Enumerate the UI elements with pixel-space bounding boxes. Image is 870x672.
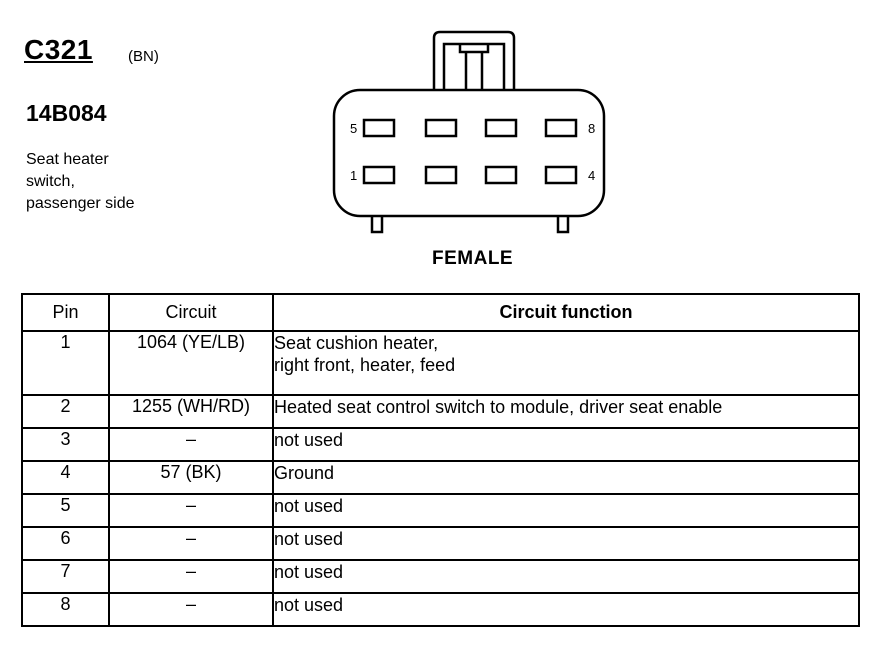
table-row xyxy=(22,494,859,527)
description-line: Seat heater xyxy=(26,151,109,168)
description-line: passenger side xyxy=(26,195,135,212)
housing-feet xyxy=(372,216,568,232)
table-row xyxy=(22,527,859,560)
locking-tab xyxy=(434,32,514,90)
connector-gender: FEMALE xyxy=(432,248,514,269)
function-cell: not used xyxy=(273,560,859,593)
table-header-row xyxy=(22,294,859,331)
pinout-table xyxy=(21,293,860,627)
pin-label-top-left: 5 xyxy=(350,121,358,136)
connector-color-code: (BN) xyxy=(128,48,159,65)
part-number: 14B084 xyxy=(26,100,107,126)
circuit-cell: – xyxy=(109,428,273,461)
function-cell xyxy=(273,331,859,395)
function-cell: not used xyxy=(273,593,859,626)
circuit-cell: – xyxy=(109,560,273,593)
connector-id: C321 xyxy=(24,34,93,65)
function-line: right front, heater, feed xyxy=(274,355,456,375)
pin-cell: 2 xyxy=(22,395,109,428)
column-header-pin: Pin xyxy=(22,294,109,331)
pin-cavity-2 xyxy=(426,167,456,183)
circuit-cell: – xyxy=(109,593,273,626)
table-row xyxy=(22,331,859,395)
pin-cell: 7 xyxy=(22,560,109,593)
table-row xyxy=(22,560,859,593)
pin-cell: 6 xyxy=(22,527,109,560)
pin-cavity-3 xyxy=(486,167,516,183)
description-line: switch, xyxy=(26,173,75,190)
function-cell: Ground xyxy=(273,461,859,494)
pin-label-top-right: 8 xyxy=(588,121,596,136)
function-cell: Heated seat control switch to module, driver seat enable xyxy=(273,395,859,428)
pin-cavity-5 xyxy=(364,120,394,136)
table-row xyxy=(22,461,859,494)
pin-cell: 8 xyxy=(22,593,109,626)
pin-cavity-4 xyxy=(546,167,576,183)
table-row xyxy=(22,428,859,461)
pin-label-bottom-right: 4 xyxy=(588,168,596,183)
pin-cell: 1 xyxy=(22,331,109,395)
circuit-cell: – xyxy=(109,494,273,527)
function-line: Seat cushion heater, xyxy=(274,333,439,353)
function-cell: not used xyxy=(273,494,859,527)
circuit-cell: 57 (BK) xyxy=(109,461,273,494)
column-header-circuit-function: Circuit function xyxy=(273,294,859,331)
pin-cavity-8 xyxy=(546,120,576,136)
circuit-cell: 1255 (WH/RD) xyxy=(109,395,273,428)
table-row xyxy=(22,593,859,626)
pin-cavity-6 xyxy=(426,120,456,136)
pin-cell: 4 xyxy=(22,461,109,494)
circuit-cell: 1064 (YE/LB) xyxy=(109,331,273,395)
pin-cavity-7 xyxy=(486,120,516,136)
table-row xyxy=(22,395,859,428)
function-cell: not used xyxy=(273,428,859,461)
pin-cell: 5 xyxy=(22,494,109,527)
connector-face-diagram xyxy=(320,26,620,240)
connector-housing xyxy=(334,90,604,216)
pin-cell: 3 xyxy=(22,428,109,461)
pin-label-bottom-left: 1 xyxy=(350,168,358,183)
circuit-cell: – xyxy=(109,527,273,560)
pin-cavity-1 xyxy=(364,167,394,183)
function-cell: not used xyxy=(273,527,859,560)
column-header-circuit: Circuit xyxy=(109,294,273,331)
component-description xyxy=(26,149,226,215)
